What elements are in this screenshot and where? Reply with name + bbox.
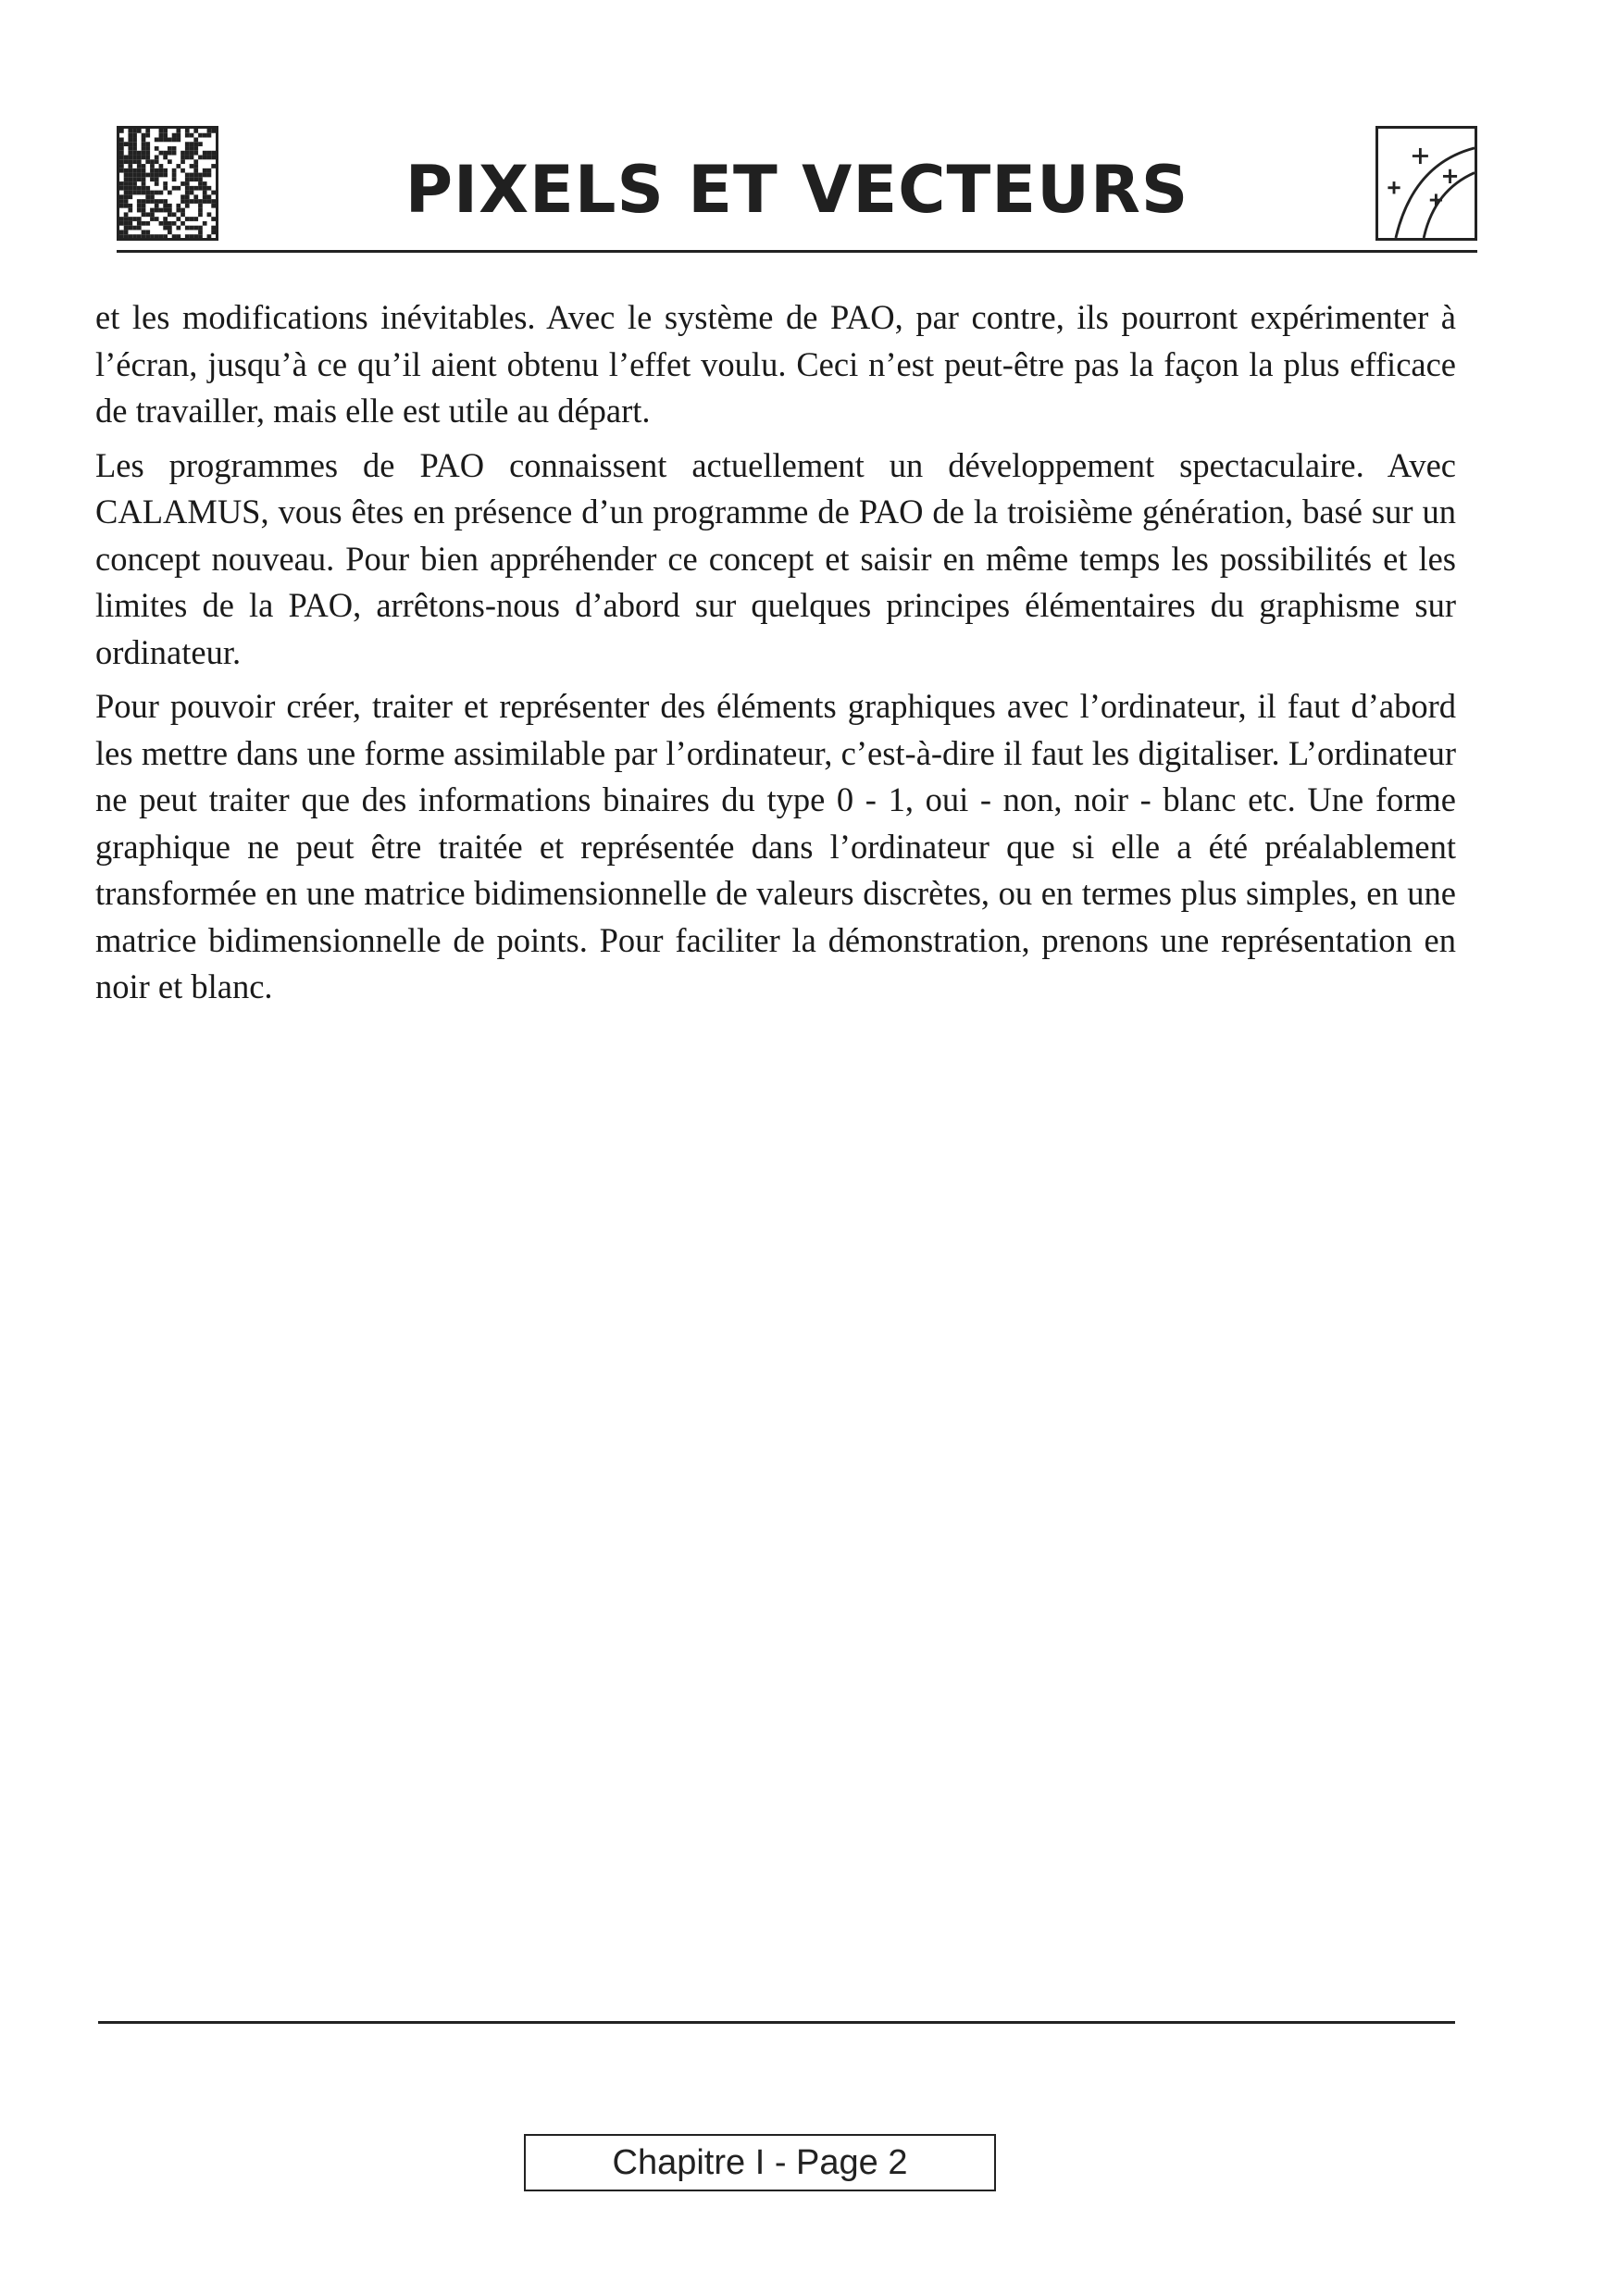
page-header <box>117 126 1477 251</box>
footer-rule <box>98 2021 1455 2024</box>
header-rule <box>117 250 1477 253</box>
paragraph: Pour pouvoir créer, traiter et représenter des éléments graphiques avec l’ordinateur, il faut d’abord les mettre dans une forme assimilable par l’ordinateur, c’est-à-dire il faut les digitaliser. L’ordinateur ne peut traiter que des informations binaires du type 0 - 1, oui - non, noir - blanc etc. Une forme graphique ne peut être traitée et représentée dans l’ordinateur que si elle a été préalablement transformée en une matrice bidimensionnelle de valeurs discrètes, ou en termes plus simples, en une matrice bidimensionnelle de points. Pour faciliter la démonstration, prenons une représentation en noir et blanc. <box>95 687 1456 1005</box>
page-title: PIXELS ET VECTEURS <box>404 152 1189 228</box>
page-number-label: Chapitre I - Page 2 <box>524 2134 996 2191</box>
paragraph: et les modifications inévitables. Avec le système de PAO, par contre, ils pourront expérimenter à l’écran, jusqu’à ce qu’il aient obtenu l’effet voulu. Ceci n’est peut-être pas la façon la plus efficace de travailler, mais elle est utile au départ. <box>95 298 1456 430</box>
body-text <box>95 294 1456 1018</box>
paragraph: Les programmes de PAO connaissent actuellement un développement spectaculaire. Avec CALAMUS, vous êtes en présence d’un programme de PAO de la troisième génération, basé sur un concept nouveau. Pour bien appréhender ce concept et saisir en même temps les possibilités et les limites de la PAO, arrêtons-nous d’abord sur quelques principes élémentaires du graphisme sur ordinateur. <box>95 445 1456 671</box>
vector-stars-icon <box>1375 126 1477 241</box>
